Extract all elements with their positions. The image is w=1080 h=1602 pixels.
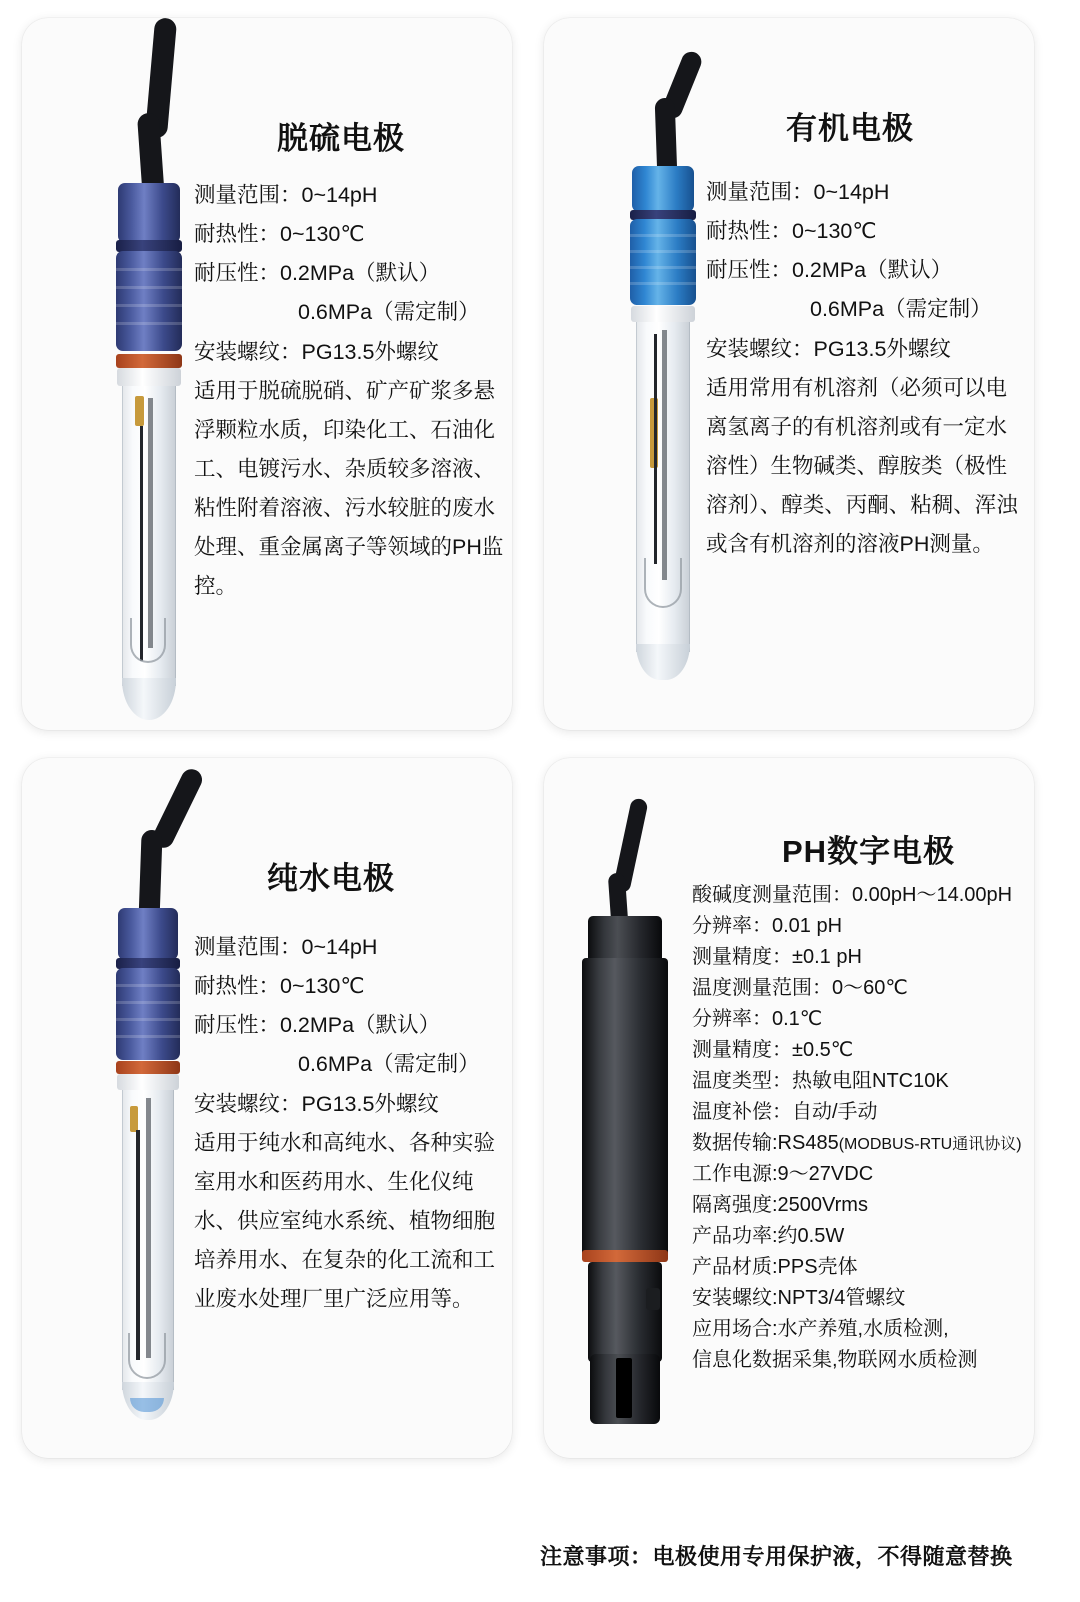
connector-groove (116, 984, 180, 987)
spec-line: 信息化数据采集,物联网水质检测 (692, 1349, 978, 1371)
connector-head (632, 166, 694, 212)
spec-description: 适用于纯水和高纯水、各种实验室用水和医药用水、生化仪纯水、供应室纯水系统、植物细胞培养用水、在复杂的化工流和工业废水处理厂里广泛应用等。 (194, 1130, 496, 1312)
card-pure-water-electrode (22, 758, 512, 1458)
internal-loop (128, 1333, 166, 1379)
connector-body (630, 219, 696, 305)
specs-block (194, 928, 504, 1319)
spec-line: 酸碱度测量范围：0.00pH～14.00pH (692, 884, 1013, 906)
specs-block (692, 880, 1034, 1376)
spec-line: 耐压性：0.2MPa（默认） (706, 258, 953, 283)
spec-line: 耐热性：0~130℃ (194, 974, 365, 999)
sensor-slot (616, 1358, 632, 1418)
spec-line: 耐压性：0.2MPa（默认） (194, 261, 441, 286)
connector-groove (116, 286, 182, 289)
spec-line: 测量范围：0~14pH (194, 183, 378, 207)
connector-head (118, 908, 178, 960)
card-grid (22, 18, 1058, 1458)
spec-line: 产品材质:PPS壳体 (692, 1256, 858, 1278)
probe-thread (588, 1262, 662, 1362)
internal-rod (662, 330, 667, 580)
glass-tip (636, 644, 690, 680)
probe-cap (588, 916, 662, 964)
connector-body (116, 968, 180, 1060)
connector-groove (116, 304, 182, 307)
spec-description: 适用常用有机溶剂（必须可以电离氢离子的有机溶剂或有一定水溶性）生物碱类、醇胺类（极性溶剂）、醇类、丙酮、粘稠、浑浊或含有机溶剂的溶液PH测量。 (706, 375, 1018, 557)
white-ring (631, 306, 695, 322)
spec-line: 温度测量范围：0～60℃ (692, 977, 908, 999)
spec-line: 耐热性：0~130℃ (194, 222, 365, 247)
probe-nub (646, 1288, 660, 1310)
spec-line: 产品功率:约0.5W (692, 1225, 845, 1247)
spec-line: 测量精度：±0.1 pH (692, 946, 862, 968)
spec-line: 隔离强度:2500Vrms (692, 1194, 868, 1216)
connector-groove (116, 1001, 180, 1004)
spec-description: 适用于脱硫脱硝、矿产矿浆多悬浮颗粒水质，印染化工、石油化工、电镀污水、杂质较多溶液、粘性附着溶液、污水较脏的废水处理、重金属离子等领域的PH监控。 (194, 378, 504, 599)
card-organic-electrode (544, 18, 1034, 730)
card-ph-digital-electrode (544, 758, 1034, 1458)
spec-line: 温度补偿：自动/手动 (692, 1101, 878, 1123)
white-ring (117, 368, 181, 386)
spec-line: 分辨率：0.1℃ (692, 1008, 823, 1030)
connector-head (118, 183, 180, 243)
connector-groove (630, 234, 696, 237)
connector-groove (116, 322, 182, 325)
connector-body (116, 251, 182, 351)
data-transmission-label: 数据传输:RS485 (692, 1132, 839, 1154)
spec-line: 安装螺纹：PG13.5外螺纹 (194, 339, 439, 364)
connector-groove (116, 1035, 180, 1038)
card-title: 脱硫电极 (277, 121, 405, 156)
card-title: 有机电极 (786, 111, 914, 146)
footer-note: 注意事项：电极使用专用保护液，不得随意替换 (540, 1544, 1013, 1569)
internal-element (135, 396, 144, 426)
spec-line: 安装螺纹：PG13.5外螺纹 (194, 1091, 439, 1116)
seal-ring (116, 354, 182, 368)
spec-line: 分辨率：0.01 pH (692, 915, 843, 937)
probe-body (582, 958, 668, 1258)
connector-groove (116, 1018, 180, 1021)
connector-groove (630, 266, 696, 269)
spec-line: 温度类型：热敏电阻NTC10K (692, 1070, 949, 1092)
card-title: 纯水电极 (267, 861, 395, 896)
connector-groove (630, 282, 696, 285)
spec-line: 安装螺纹:NPT3/4管螺纹 (692, 1287, 906, 1309)
glass-tip (122, 678, 176, 720)
seal-ring (582, 1250, 668, 1262)
connector-groove (630, 250, 696, 253)
internal-loop (644, 558, 682, 608)
internal-loop (130, 618, 166, 663)
card-desulfurization-electrode (22, 18, 512, 730)
internal-rod (148, 398, 153, 648)
spec-line: 测量精度：±0.5℃ (692, 1039, 854, 1061)
seal-ring (116, 1061, 180, 1074)
spec-line: 应用场合:水产养殖,水质检测, (692, 1318, 949, 1340)
spec-line: 0.6MPa（需定制） (810, 297, 992, 322)
internal-wire (136, 1130, 140, 1360)
spec-line: 0.6MPa（需定制） (298, 1052, 480, 1077)
spec-line: 耐压性：0.2MPa（默认） (194, 1013, 441, 1038)
data-transmission-protocol: (MODBUS-RTU通讯协议) (838, 1136, 1022, 1153)
internal-element (130, 1106, 138, 1132)
spec-line: 安装螺纹：PG13.5外螺纹 (706, 336, 951, 361)
connector-groove (116, 268, 182, 271)
card-title: PH数字电极 (782, 834, 956, 869)
white-ring (117, 1074, 179, 1090)
spec-line: 0.6MPa（需定制） (298, 300, 480, 325)
internal-wire (654, 334, 657, 564)
spec-line: 工作电源:9～27VDC (692, 1163, 874, 1185)
spec-line-data-transmission (692, 1128, 1034, 1159)
specs-block (194, 176, 504, 606)
internal-rod (146, 1098, 151, 1358)
spec-line: 耐热性：0~130℃ (706, 219, 877, 244)
spec-line: 测量范围：0~14pH (706, 180, 890, 204)
specs-block (706, 173, 1026, 564)
spec-line: 测量范围：0~14pH (194, 935, 378, 959)
